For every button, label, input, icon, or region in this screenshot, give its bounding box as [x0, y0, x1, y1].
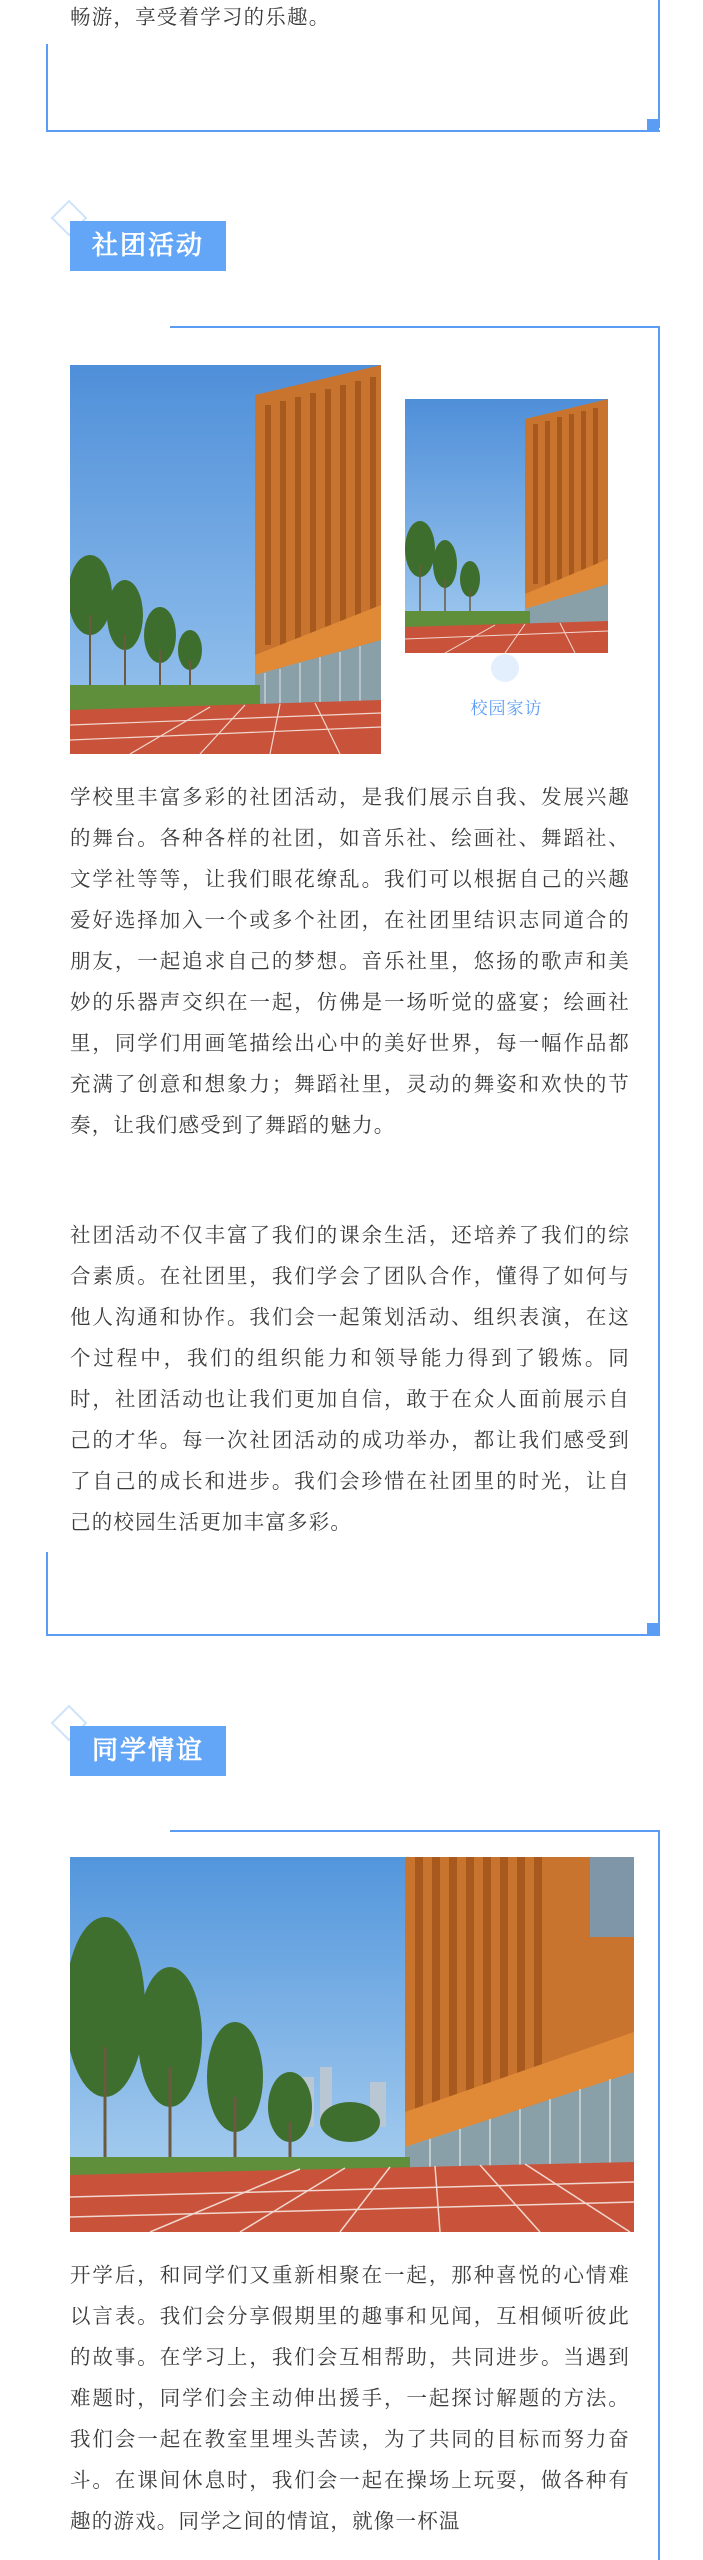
photo-caption: 校园家访: [470, 699, 543, 719]
campus-photo-small: [405, 399, 608, 653]
frame-right-line: [658, 0, 660, 128]
clubs-paragraph-2: 社团活动不仅丰富了我们的课余生活，还培养了我们的综合素质。在社团里，我们学会了团队合作，懂得了如何与他人沟通和协作。我们会一起策划活动、组织表演，在这个过程中，我们的组织能力和领导能力得到了锻炼。同时，社团活动也让我们更加自信，敢于在众人面前展示自己的才华。每一次社团活动的成功举办，都让我们感受到了自己的成长和进步。我们会珍惜在社团里的时光，让自己的校园生活更加丰富多彩。: [70, 1223, 630, 1534]
corner-square: [647, 119, 659, 131]
campus-photo-main: [70, 365, 381, 754]
frame-left-stub: [46, 1552, 48, 1636]
frame-top-line: [170, 1830, 660, 1832]
intro-paragraph-tail: 畅游，享受着学习的乐趣。: [70, 5, 331, 29]
frame-bottom-line: [46, 1634, 660, 1636]
frame-top-line: [170, 326, 660, 328]
frame-left-stub: [46, 44, 48, 132]
caption-dot: [491, 654, 519, 682]
corner-square: [647, 1623, 659, 1635]
campus-photo-wide: [70, 1857, 634, 2232]
frame-right-line: [658, 1830, 660, 2560]
clubs-paragraph-1: 学校里丰富多彩的社团活动，是我们展示自我、发展兴趣的舞台。各种各样的社团，如音乐社、绘画社、舞蹈社、文学社等等，让我们眼花缭乱。我们可以根据自己的兴趣爱好选择加入一个或多个社团，在社团里结识志同道合的朋友，一起追求自己的梦想。音乐社里，悠扬的歌声和美妙的乐器声交织在一起，仿佛是一场听觉的盛宴；绘画社里，同学们用画笔描绘出心中的美好世界，每一幅作品都充满了创意和想象力；舞蹈社里，灵动的舞姿和欢快的节奏，让我们感受到了舞蹈的魅力。: [70, 785, 630, 1137]
frame-right-line: [658, 326, 660, 1636]
section-title-friends: 同学情谊: [70, 1726, 226, 1776]
section-title-clubs: 社团活动: [70, 221, 226, 271]
friends-paragraph-1: 开学后，和同学们又重新相聚在一起，那种喜悦的心情难以言表。我们会分享假期里的趣事和见闻，互相倾听彼此的故事。在学习上，我们会互相帮助，共同进步。当遇到难题时，同学们会主动伸出援手，一起探讨解题的方法。我们会一起在教室里埋头苦读，为了共同的目标而努力奋斗。在课间休息时，我们会一起在操场上玩耍，做各种有趣的游戏。同学之间的情谊，就像一杯温: [70, 2263, 630, 2533]
